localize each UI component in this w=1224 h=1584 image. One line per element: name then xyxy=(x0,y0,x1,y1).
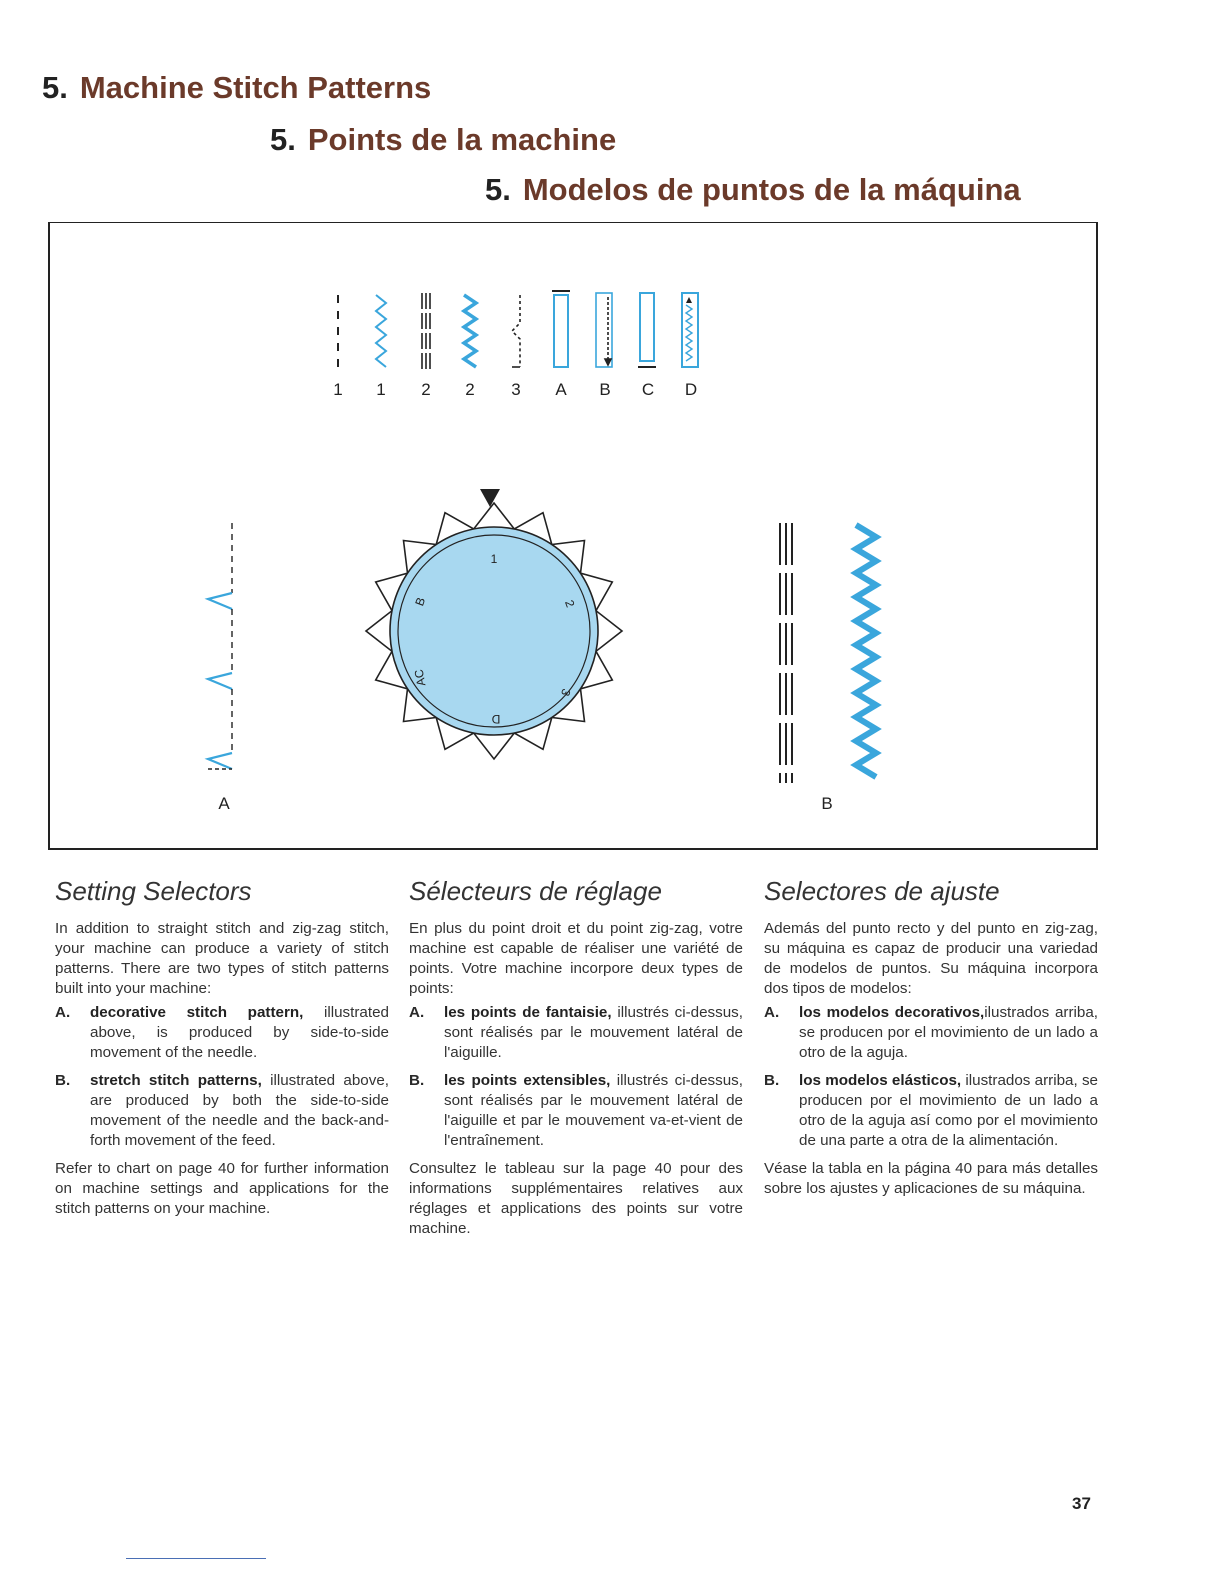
heading-number: 5. xyxy=(42,70,68,105)
list-item xyxy=(409,1071,743,1151)
list-letter: B. xyxy=(764,1072,780,1089)
list-item xyxy=(764,1003,1098,1063)
section-title: Setting Selectors xyxy=(55,876,252,906)
list-item xyxy=(55,1003,389,1063)
list-letter: B. xyxy=(409,1072,425,1089)
pattern-label: C xyxy=(641,380,655,399)
pattern-label: D xyxy=(684,380,698,399)
heading-number: 5. xyxy=(485,172,511,207)
stitch-pattern-figure xyxy=(48,222,1098,850)
list-text: ilustrados arriba, se producen por el movimiento de un lado a otro de la aguja así como por el movimiento de una parte a otra de la alimentación. xyxy=(799,1072,1098,1149)
list-letter: A. xyxy=(764,1004,780,1021)
pattern-icon-buttonhole-b xyxy=(596,293,612,367)
sample-b-label: B xyxy=(821,794,833,813)
heading-title: Machine Stitch Patterns xyxy=(79,70,432,105)
heading-title: Modelos de puntos de la máquina xyxy=(522,172,1021,207)
pattern-icon-buttonhole-a xyxy=(552,291,570,367)
column-english xyxy=(55,876,389,1223)
list-term: les points extensibles, xyxy=(444,1072,611,1089)
list-letter: A. xyxy=(409,1004,425,1021)
dial-label-2: 2 xyxy=(562,598,578,610)
dial-label-b: B xyxy=(412,595,429,608)
pattern-icon-buttonhole-c xyxy=(638,293,656,367)
dial-indicator-icon xyxy=(480,489,500,507)
pattern-icon-blindstitch xyxy=(512,295,520,367)
pattern-icon-triple-zigzag xyxy=(464,295,476,367)
list-item xyxy=(409,1003,743,1063)
list-text: illustrated above, are produced by both the side-to-side movement of the needle and the back-and-forth movement of the feed. xyxy=(90,1072,389,1149)
section-title: Selectores de ajuste xyxy=(764,876,1000,906)
pattern-icon-triple-straight xyxy=(422,293,430,369)
refer-paragraph: Véase la tabla en la página 40 para más detalles sobre los ajustes y aplicaciones de su máquina. xyxy=(764,1160,1098,1197)
list-term: les points de fantaisie, xyxy=(444,1004,612,1021)
page-number: 37 xyxy=(1072,1494,1091,1513)
pattern-icon-zigzag xyxy=(376,295,386,367)
intro-paragraph: Además del punto recto y del punto en zig-zag, su máquina es capaz de producir una variedad de modelos de puntos. Su máquina incorpora dos tipos de modelos: xyxy=(764,920,1098,997)
list-text: illustrés ci-dessus, sont réalisés par le mouvement latéral de l'aiguille et par le mouvement va-et-vient de l'entraînement. xyxy=(444,1072,743,1149)
pattern-label: 2 xyxy=(421,380,431,399)
dial-label-ac: AC xyxy=(411,668,429,688)
sample-b-triple-zigzag xyxy=(856,525,876,777)
list-term: stretch stitch patterns, xyxy=(90,1072,262,1089)
list-text: ilustrados arriba, se producen por el movimiento de un lado a otro de la aguja. xyxy=(799,1004,1098,1061)
pattern-label: 1 xyxy=(376,380,386,399)
pattern-label: 3 xyxy=(511,380,521,399)
list-term: decorative stitch pattern, xyxy=(90,1004,304,1021)
stitch-selector-dial[interactable] xyxy=(366,503,622,759)
heading-title: Points de la machine xyxy=(307,122,617,157)
list-text: illustrated above, is produced by side-to-side movement of the needle. xyxy=(90,1004,389,1061)
column-french xyxy=(409,876,743,1243)
dial-label-1: 1 xyxy=(490,552,498,566)
refer-paragraph: Refer to chart on page 40 for further information on machine settings and applications for the stitch patterns on your machine. xyxy=(55,1160,389,1217)
list-text: illustrés ci-dessus, sont réalisés par le mouvement latéral de l'aiguille. xyxy=(444,1004,743,1061)
list-letter: B. xyxy=(55,1072,71,1089)
bottom-divider xyxy=(126,1558,266,1559)
pattern-label: 2 xyxy=(465,380,475,399)
intro-paragraph: En plus du point droit et du point zig-zag, votre machine est capable de réaliser une variété de points. Votre machine incorpore deux types de points: xyxy=(409,920,743,997)
list-letter: A. xyxy=(55,1004,71,1021)
list-item xyxy=(55,1071,389,1151)
pattern-label: B xyxy=(599,380,611,399)
figure-drawing xyxy=(50,223,1098,849)
pattern-label: A xyxy=(555,380,567,399)
heading-english xyxy=(42,70,431,106)
dial-label-d: D xyxy=(491,712,501,726)
column-spanish xyxy=(764,876,1098,1203)
list-item xyxy=(764,1071,1098,1151)
sample-b-triple-straight xyxy=(780,523,792,783)
section-title: Sélecteurs de réglage xyxy=(409,876,662,906)
heading-number: 5. xyxy=(270,122,296,157)
pattern-icon-buttonhole-d xyxy=(682,293,698,367)
refer-paragraph: Consultez le tableau sur la page 40 pour des informations supplémentaires relatives aux réglages et applications des points sur votre machine. xyxy=(409,1160,743,1237)
sample-a-decorative-stitch xyxy=(208,523,232,769)
heading-french xyxy=(270,122,616,158)
heading-spanish xyxy=(485,172,1021,208)
list-term: los modelos decorativos, xyxy=(799,1004,985,1021)
pattern-label: 1 xyxy=(333,380,343,399)
dial-label-3: 3 xyxy=(558,686,574,698)
list-term: los modelos elásticos, xyxy=(799,1072,962,1089)
sample-a-label: A xyxy=(218,794,230,813)
intro-paragraph: In addition to straight stitch and zig-zag stitch, your machine can produce a variety of stitch patterns. There are two types of stitch patterns built into your machine: xyxy=(55,920,389,997)
